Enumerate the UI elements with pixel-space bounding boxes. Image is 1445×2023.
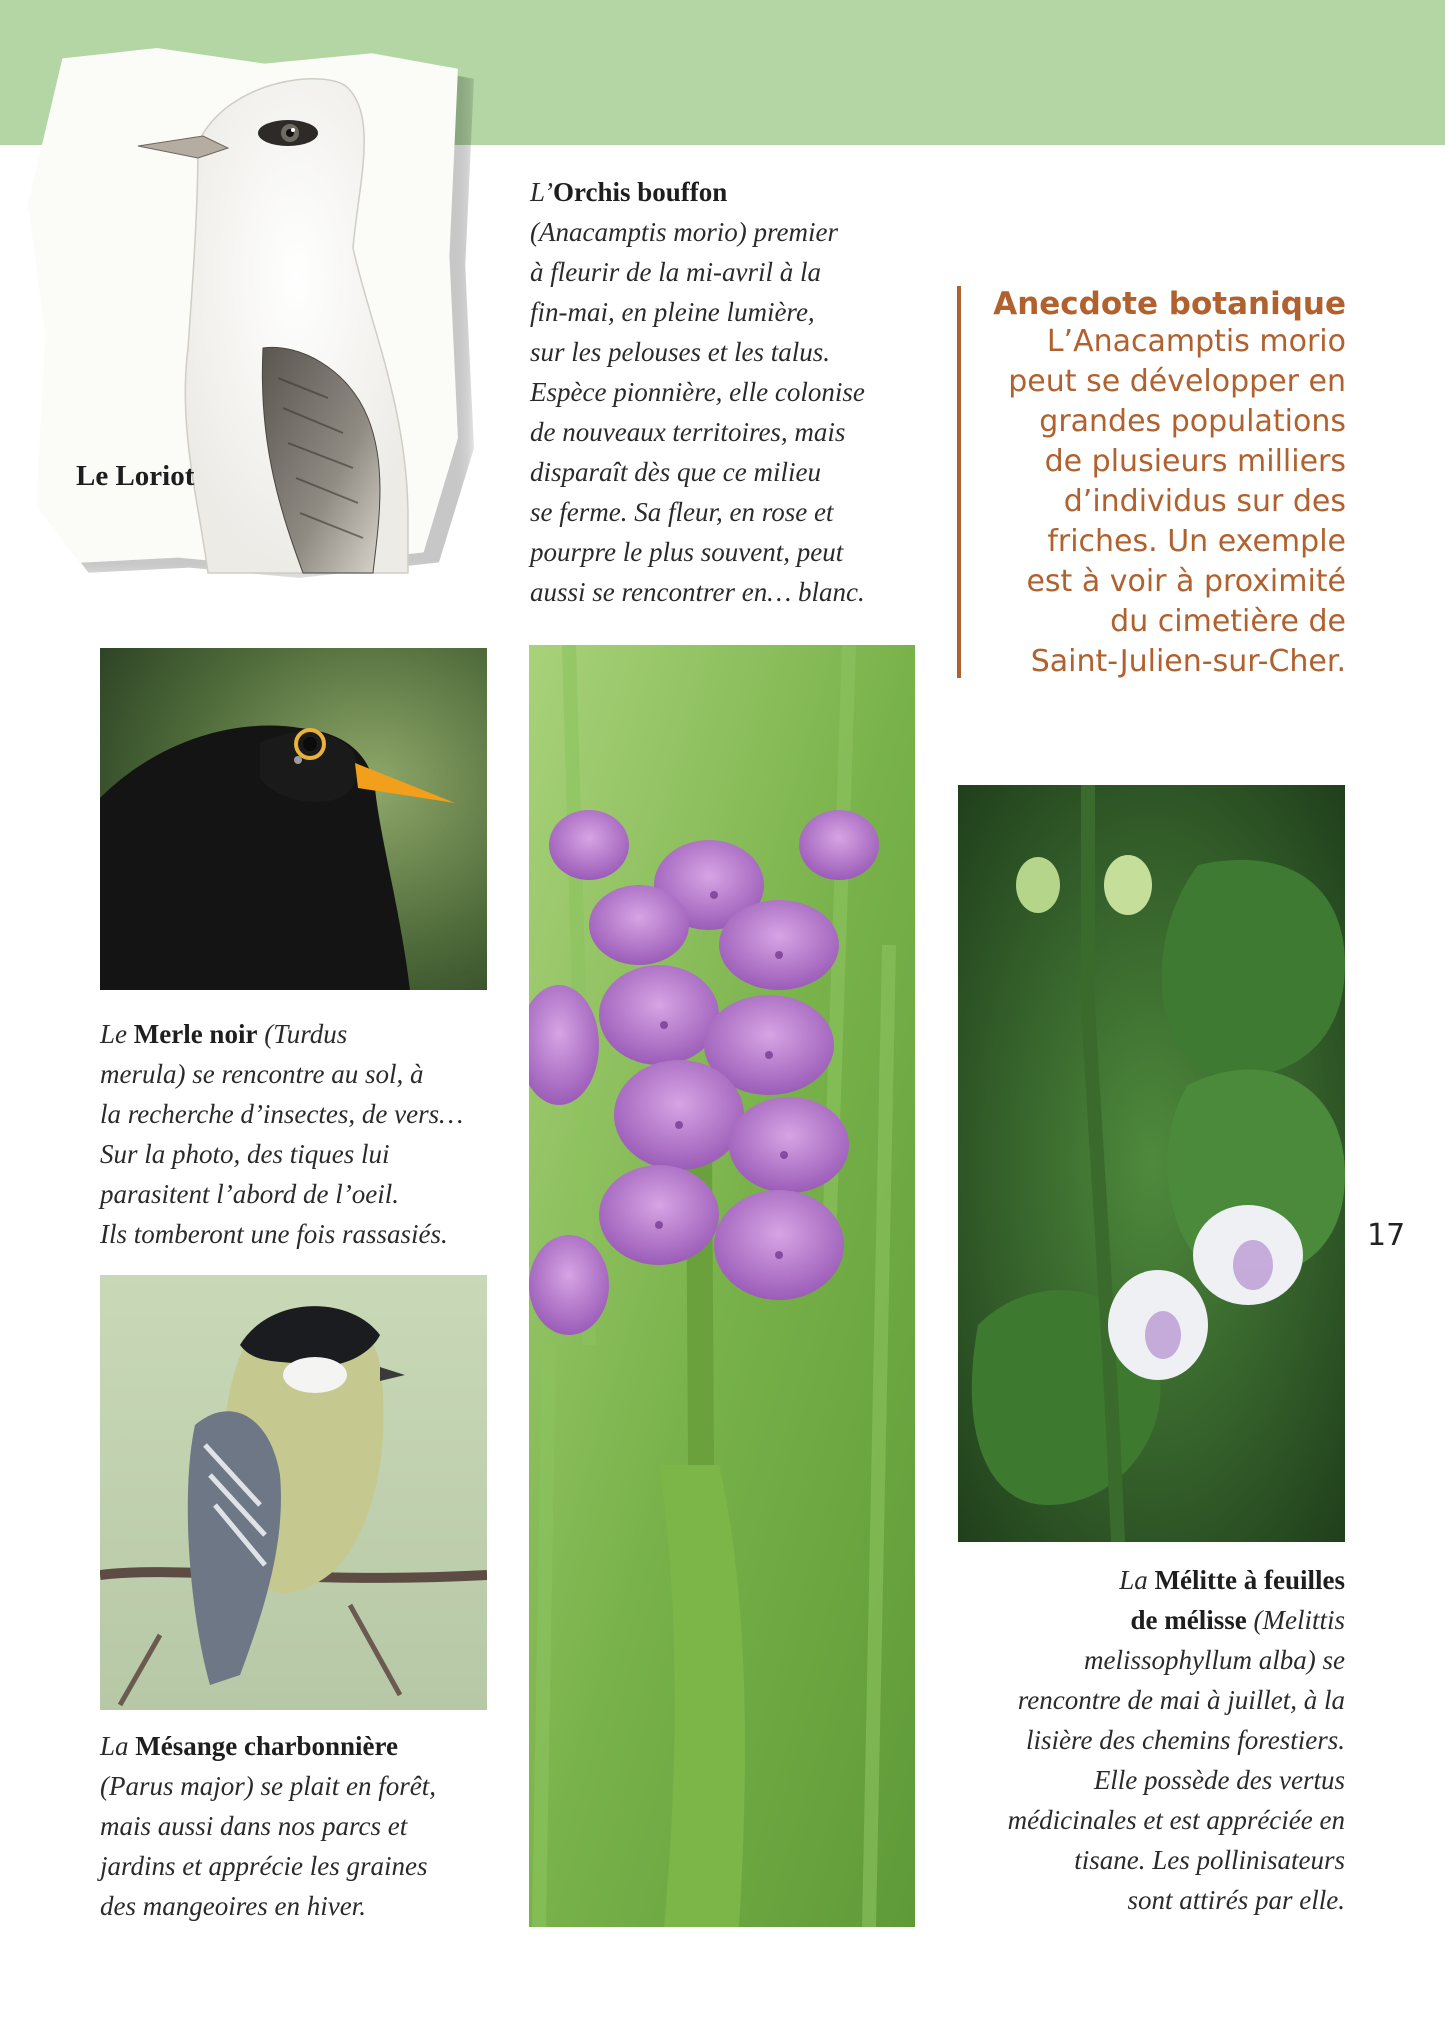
mesange-line: (Parus major) se plait en forêt,: [100, 1771, 436, 1801]
melitte-line: médicinales et est appréciée en: [1007, 1805, 1345, 1835]
orchis-line: se ferme. Sa fleur, en rose et: [530, 497, 834, 527]
melitte-line: (Melittis: [1246, 1605, 1345, 1635]
orchis-description: [530, 172, 910, 612]
orchis-line: aussi se rencontrer en… blanc.: [530, 577, 865, 607]
melitte-line: Elle possède des vertus: [1093, 1765, 1345, 1795]
anecdote-line: d’individus sur des: [1063, 484, 1346, 519]
mesange-name: Mésange charbonnière: [135, 1731, 399, 1761]
merle-photo: [100, 648, 487, 990]
loriot-illustration: [28, 48, 478, 578]
orchis-line: pourpre le plus souvent, peut: [530, 537, 844, 567]
page-number: 17: [1367, 1218, 1406, 1253]
anecdote-title: Anecdote botanique: [993, 286, 1346, 322]
mesange-prefix: La: [100, 1731, 136, 1761]
melitte-line: rencontre de mai à juillet, à la: [1017, 1685, 1345, 1715]
anecdote-line: L’Anacamptis morio: [1046, 324, 1346, 359]
mesange-photo: [100, 1275, 487, 1710]
anecdote-line: de plusieurs milliers: [1044, 444, 1346, 479]
mesange-description: [100, 1726, 500, 1926]
orchis-name: Orchis bouffon: [553, 177, 728, 207]
orchis-line: (Anacamptis morio) premier: [530, 217, 838, 247]
merle-prefix: Le: [100, 1019, 134, 1049]
orchis-line: à fleurir de la mi-avril à la: [530, 257, 821, 287]
melitte-name-2: de mélisse: [1130, 1605, 1247, 1635]
orchis-line: sur les pelouses et les talus.: [530, 337, 830, 367]
melitte-name-1: Mélitte à feuilles: [1154, 1565, 1345, 1595]
merle-line: la recherche d’insectes, de vers…: [100, 1099, 464, 1129]
melitte-prefix: La: [1119, 1565, 1155, 1595]
anecdote-line: friches. Un exemple: [1047, 524, 1346, 559]
melitte-line: melissophyllum alba) se: [1084, 1645, 1345, 1675]
loriot-drawing: [28, 48, 478, 578]
anecdote-line: Saint-Julien-sur-Cher.: [1030, 644, 1346, 679]
anecdote-line: est à voir à proximité: [1026, 564, 1346, 599]
melitte-description: [960, 1560, 1345, 1920]
orchis-line: disparaît dès que ce milieu: [530, 457, 821, 487]
merle-description: [100, 1014, 500, 1254]
melitte-line: tisane. Les pollinisateurs: [1074, 1845, 1345, 1875]
mesange-line: jardins et apprécie les graines: [100, 1851, 428, 1881]
merle-name: Merle noir: [133, 1019, 258, 1049]
melitte-line: lisière des chemins forestiers.: [1026, 1725, 1345, 1755]
orchis-line: fin-mai, en pleine lumière,: [530, 297, 815, 327]
mesange-line: des mangeoires en hiver.: [100, 1891, 366, 1921]
loriot-caption: Le Loriot: [76, 460, 195, 492]
anecdote-line: grandes populations: [1039, 404, 1346, 439]
mesange-line: mais aussi dans nos parcs et: [100, 1811, 408, 1841]
merle-line: Ils tomberont une fois rassasiés.: [100, 1219, 448, 1249]
merle-line: Sur la photo, des tiques lui: [100, 1139, 390, 1169]
orchis-prefix: L’: [530, 177, 554, 207]
merle-line: parasitent l’abord de l’oeil.: [100, 1179, 399, 1209]
melitte-photo: [958, 785, 1345, 1542]
merle-line: merula) se rencontre au sol, à: [100, 1059, 424, 1089]
anecdote-line: peut se développer en: [1008, 364, 1346, 399]
melitte-line: sont attirés par elle.: [1127, 1885, 1345, 1915]
anecdote-box: [957, 286, 1346, 678]
anecdote-line: du cimetière de: [1110, 604, 1346, 639]
merle-line: (Turdus: [257, 1019, 348, 1049]
orchis-line: Espèce pionnière, elle colonise: [530, 377, 865, 407]
orchis-photo: [529, 645, 915, 1927]
orchis-line: de nouveaux territoires, mais: [530, 417, 846, 447]
